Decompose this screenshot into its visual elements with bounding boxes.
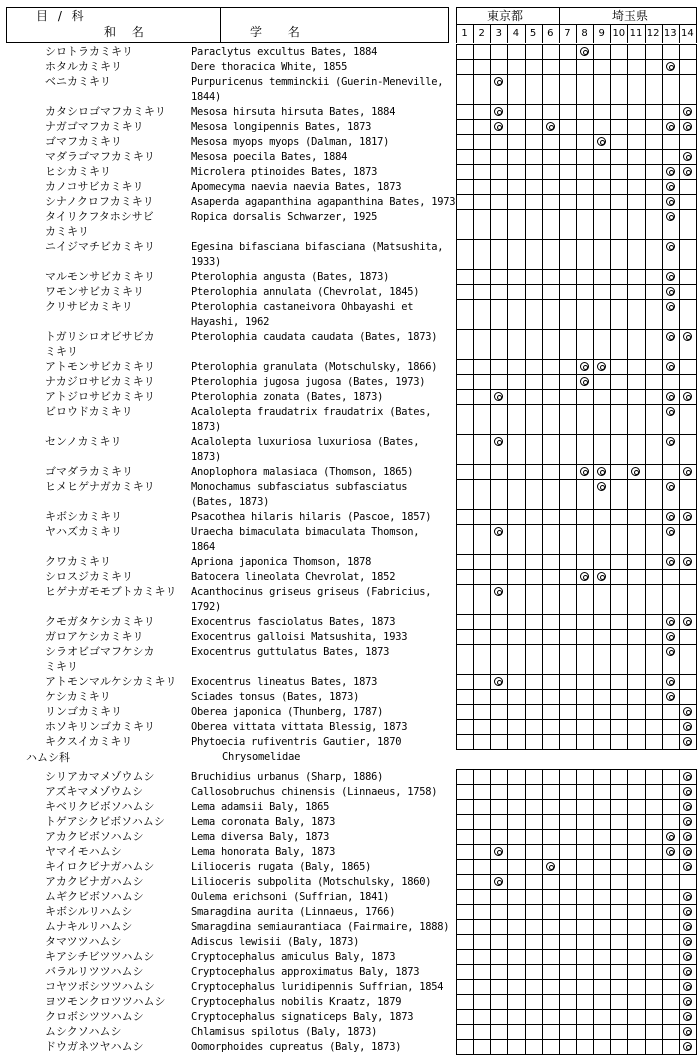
scientific-name: Cryptocephalus nobilis Kraatz, 1879	[191, 996, 402, 1008]
japanese-name: クモガタケシカミキリ	[45, 615, 155, 628]
occurrence-mark-icon	[683, 787, 692, 796]
japanese-name: ホソキリンゴカミキリ	[45, 720, 155, 733]
japanese-name: ヒシカミキリ	[45, 165, 111, 178]
scientific-name: Bruchidius urbanus (Sharp, 1886)	[191, 771, 384, 783]
occurrence-mark-icon	[683, 152, 692, 161]
occurrence-mark-icon	[580, 572, 589, 581]
scientific-name: Monochamus subfasciatus subfasciatus	[191, 481, 408, 493]
occurrence-mark-icon	[683, 847, 692, 856]
occurrence-mark-icon	[683, 937, 692, 946]
occurrence-mark-icon	[666, 182, 675, 191]
column-number: 3	[495, 28, 503, 39]
occurrence-mark-icon	[597, 362, 606, 371]
japanese-name: ケシカミキリ	[45, 690, 111, 703]
occurrence-mark-icon	[580, 377, 589, 386]
grid-col-line	[610, 769, 611, 1054]
occurrence-mark-icon	[494, 392, 503, 401]
scientific-name: Mesosa hirsuta hirsuta Bates, 1884	[191, 106, 396, 118]
occurrence-mark-icon	[666, 302, 675, 311]
occurrence-mark-icon	[683, 952, 692, 961]
japanese-name: アトモンサビカミキリ	[45, 360, 155, 373]
occurrence-mark-icon	[683, 1027, 692, 1036]
scientific-name: Exocentrus galloisi Matsushita, 1933	[191, 631, 408, 643]
scientific-name: Cryptocephalus approximatus Baly, 1873	[191, 966, 420, 978]
grid-col-line	[645, 44, 646, 749]
japanese-name: ヒゲナガモモブトカミキリ	[45, 585, 177, 598]
occurrence-mark-icon	[494, 677, 503, 686]
scientific-name: Pterolophia caudata caudata (Bates, 1873)	[191, 331, 438, 343]
row-line	[456, 749, 697, 750]
grid-col-line	[610, 44, 611, 749]
scientific-name: Oomorphoides cupreatus (Baly, 1873)	[191, 1041, 402, 1053]
japanese-name: タマツツハムシ	[45, 935, 122, 948]
grid-col-line	[507, 769, 508, 1054]
japanese-name: カタシロゴマフカミキリ	[45, 105, 166, 118]
scientific-name: Pterolophia angusta (Bates, 1873)	[191, 271, 390, 283]
japanese-name: マダラゴマフカミキリ	[45, 150, 155, 163]
occurrence-mark-icon	[683, 707, 692, 716]
grid-col-line	[593, 44, 594, 749]
scientific-name: Lilioceris rugata (Baly, 1865)	[191, 861, 372, 873]
scientific-name: Mesosa poecila Bates, 1884	[191, 151, 348, 163]
occurrence-mark-icon	[666, 692, 675, 701]
occurrence-mark-icon	[666, 557, 675, 566]
column-number: 11	[629, 28, 643, 39]
occurrence-mark-icon	[666, 122, 675, 131]
family-header-label: 目 / 科	[36, 9, 84, 23]
column-number: 2	[478, 28, 485, 39]
occurrence-mark-icon	[666, 362, 675, 371]
japanese-name: リンゴカミキリ	[45, 705, 122, 718]
occurrence-mark-icon	[494, 847, 503, 856]
scientific-name: Cryptocephalus luridipennis Suffrian, 1854	[191, 981, 444, 993]
occurrence-mark-icon	[683, 967, 692, 976]
scientific-name: Acalolepta fraudatrix fraudatrix (Bates,	[191, 406, 432, 418]
scientific-name: Exocentrus fasciolatus Bates, 1873	[191, 616, 396, 628]
japanese-name: ベニカミキリ	[45, 75, 111, 88]
japanese-name: クリサビカミキリ	[45, 300, 133, 313]
occurrence-mark-icon	[666, 407, 675, 416]
occurrence-mark-icon	[666, 62, 675, 71]
scientific-name: 1873)	[191, 451, 222, 463]
column-number: 5	[529, 28, 537, 39]
grid-col-line	[679, 769, 680, 1054]
japanese-name: キボシルリハムシ	[45, 905, 133, 918]
scientific-name: Hayashi, 1962	[191, 316, 270, 328]
grid-col-line	[627, 769, 628, 1054]
japanese-name: ミキリ	[45, 660, 78, 673]
japanese-name: ホタルカミキリ	[45, 60, 122, 73]
occurrence-mark-icon	[683, 467, 692, 476]
occurrence-mark-icon	[666, 332, 675, 341]
japanese-name: トガリシロオビサビカ	[45, 330, 155, 343]
scientific-name: Apomecyma naevia naevia Bates, 1873	[191, 181, 402, 193]
tokyo-saitama-divider	[559, 7, 560, 24]
occurrence-mark-icon	[683, 802, 692, 811]
column-number: 9	[598, 28, 605, 39]
grid-col-line	[525, 769, 526, 1054]
occurrence-mark-icon	[683, 892, 692, 901]
scientific-name: Smaragdina aurita (Linnaeus, 1766)	[191, 906, 396, 918]
occurrence-mark-icon	[683, 392, 692, 401]
occurrence-mark-icon	[666, 242, 675, 251]
occurrence-mark-icon	[546, 122, 555, 131]
japanese-name: ヤハズカミキリ	[45, 525, 122, 538]
scientific-name: Pterolophia jugosa jugosa (Bates, 1973)	[191, 376, 426, 388]
japanese-name: ゴマダラカミキリ	[45, 465, 133, 478]
occurrence-mark-icon	[580, 467, 589, 476]
occurrence-mark-icon	[683, 817, 692, 826]
occurrence-mark-icon	[683, 997, 692, 1006]
scientific-name: Cryptocephalus signaticeps Baly, 1873	[191, 1011, 414, 1023]
grid-col-line	[507, 44, 508, 749]
japanese-name-header-label: 和 名	[104, 25, 144, 39]
grid-col-line	[542, 44, 543, 749]
scientific-name: Chlamisus spilotus (Baly, 1873)	[191, 1026, 378, 1038]
occurrence-mark-icon	[666, 392, 675, 401]
scientific-name: Pterolophia annulata (Chevrolat, 1845)	[191, 286, 420, 298]
japanese-name: シロスジカミキリ	[45, 570, 133, 583]
japanese-name: アカクビナガハムシ	[45, 875, 144, 888]
occurrence-mark-icon	[597, 482, 606, 491]
occurrence-mark-icon	[683, 332, 692, 341]
occurrence-mark-icon	[683, 722, 692, 731]
grid-col-line	[576, 769, 577, 1054]
grid-col-line	[627, 44, 628, 749]
column-number: 7	[564, 28, 571, 39]
japanese-name: クワカミキリ	[45, 555, 111, 568]
column-number: 8	[581, 28, 588, 39]
grid-col-line	[490, 44, 491, 749]
japanese-name: クロボシツツハムシ	[45, 1010, 144, 1023]
occurrence-mark-icon	[683, 122, 692, 131]
occurrence-mark-icon	[666, 527, 675, 536]
japanese-name: キアシチビツツハムシ	[45, 950, 155, 963]
japanese-name: ニイジマチビカミキリ	[45, 240, 155, 253]
scientific-name: Callosobruchus chinensis (Linnaeus, 1758)	[191, 786, 438, 798]
column-number: 13	[663, 28, 677, 39]
scientific-name: Microlera ptinoides Bates, 1873	[191, 166, 378, 178]
occurrence-mark-icon	[494, 77, 503, 86]
scientific-name: Pterolophia granulata (Motschulsky, 1866)	[191, 361, 438, 373]
scientific-name: Egesina bifasciana bifasciana (Matsushita,	[191, 241, 444, 253]
column-number: 6	[547, 28, 554, 39]
scientific-name: 1792)	[191, 601, 222, 613]
japanese-name: センノカミキリ	[45, 435, 122, 448]
japanese-name: アトモンマルケシカミキリ	[45, 675, 177, 688]
scientific-name: Lema honorata Baly, 1873	[191, 846, 336, 858]
grid-col-line	[490, 769, 491, 1054]
grid-col-line	[696, 44, 697, 749]
japanese-name: シロトラカミキリ	[45, 45, 133, 58]
scientific-name: Exocentrus lineatus Bates, 1873	[191, 676, 378, 688]
occurrence-mark-icon	[666, 677, 675, 686]
scientific-name: Acalolepta luxuriosa luxuriosa (Bates,	[191, 436, 420, 448]
grid-col-line	[696, 769, 697, 1054]
japanese-name: ガロアケシカミキリ	[45, 630, 144, 643]
scientific-name: Anoplophora malasiaca (Thomson, 1865)	[191, 466, 414, 478]
occurrence-mark-icon	[666, 617, 675, 626]
grid-col-line	[645, 769, 646, 1054]
occurrence-mark-icon	[666, 167, 675, 176]
scientific-name: 1844)	[191, 91, 222, 103]
occurrence-mark-icon	[494, 107, 503, 116]
japanese-name: ナカジロサビカミキリ	[45, 375, 155, 388]
japanese-name: ドウガネツヤハムシ	[45, 1040, 144, 1053]
occurrence-mark-icon	[494, 877, 503, 886]
occurrence-mark-icon	[494, 437, 503, 446]
scientific-name: Psacothea hilaris hilaris (Pascoe, 1857)	[191, 511, 432, 523]
japanese-name: キイロクビナガハムシ	[45, 860, 155, 873]
japanese-name: トゲアシクビボソハムシ	[45, 815, 165, 828]
occurrence-mark-icon	[666, 212, 675, 221]
occurrence-mark-icon	[666, 632, 675, 641]
occurrence-mark-icon	[683, 1012, 692, 1021]
scientific-name: Batocera lineolata Chevrolat, 1852	[191, 571, 396, 583]
japanese-name: ビロウドカミキリ	[45, 405, 133, 418]
occurrence-mark-icon	[683, 617, 692, 626]
japanese-name: アズキマメゾウムシ	[45, 785, 144, 798]
occurrence-mark-icon	[580, 47, 589, 56]
scientific-name: 1873)	[191, 421, 222, 433]
occurrence-mark-icon	[683, 512, 692, 521]
japanese-name: ムシクソハムシ	[45, 1025, 122, 1038]
occurrence-mark-icon	[683, 982, 692, 991]
japanese-name: ワモンサビカミキリ	[45, 285, 144, 298]
scientific-name: Smaragdina semiaurantiaca (Fairmaire, 1888)	[191, 921, 450, 933]
occurrence-mark-icon	[546, 862, 555, 871]
japanese-name: タイリクフタホシサビ	[45, 210, 154, 223]
occurrence-mark-icon	[494, 587, 503, 596]
japanese-name: アカクビボソハムシ	[45, 830, 144, 843]
occurrence-mark-icon	[683, 557, 692, 566]
scientific-name: Adiscus lewisii (Baly, 1873)	[191, 936, 360, 948]
column-number: 12	[646, 28, 660, 39]
scientific-name: Apriona japonica Thomson, 1878	[191, 556, 372, 568]
japanese-name: ゴマフカミキリ	[45, 135, 122, 148]
column-number: 4	[512, 28, 520, 39]
occurrence-mark-icon	[597, 137, 606, 146]
grid-col-line	[473, 769, 474, 1054]
occurrence-mark-icon	[580, 362, 589, 371]
scientific-name: Oulema erichsoni (Suffrian, 1841)	[191, 891, 390, 903]
scientific-name: Uraecha bimaculata bimaculata Thomson,	[191, 526, 420, 538]
grid-col-line	[456, 44, 457, 749]
scientific-name: Pterolophia castaneivora Ohbayashi et	[191, 301, 414, 313]
grid-col-line	[559, 769, 560, 1054]
scientific-name: Oberea japonica (Thunberg, 1787)	[191, 706, 384, 718]
occurrence-mark-icon	[666, 287, 675, 296]
saitama-header-label: 埼玉県	[612, 9, 649, 23]
japanese-name: ムギクビボソハムシ	[45, 890, 144, 903]
grid-col-line	[456, 769, 457, 1054]
occurrence-mark-icon	[666, 832, 675, 841]
scientific-name: Sciades tonsus (Bates, 1873)	[191, 691, 360, 703]
occurrence-mark-icon	[666, 647, 675, 656]
japanese-name: キクスイカミキリ	[45, 735, 133, 748]
scientific-name: Phytoecia rufiventris Gautier, 1870	[191, 736, 402, 748]
scientific-name: Mesosa longipennis Bates, 1873	[191, 121, 372, 133]
grid-right-edge	[696, 7, 697, 43]
scientific-name-header-label: 学 名	[250, 25, 300, 39]
scientific-name: Lilioceris subpolita (Motschulsky, 1860)	[191, 876, 432, 888]
scientific-name: Acanthocinus griseus griseus (Fabricius,	[191, 586, 432, 598]
grid-col-line	[542, 769, 543, 1054]
scientific-name: Exocentrus guttulatus Bates, 1873	[191, 646, 390, 658]
scientific-name: Lema diversa Baly, 1873	[191, 831, 330, 843]
occurrence-mark-icon	[494, 527, 503, 536]
grid-col-line	[662, 44, 663, 749]
japanese-name: カノコサビカミキリ	[45, 180, 144, 193]
scientific-name: (Bates, 1873)	[191, 496, 270, 508]
japanese-name: シリアカマメゾウムシ	[45, 770, 155, 783]
occurrence-mark-icon	[597, 572, 606, 581]
scientific-name: Asaperda agapanthina agapanthina Bates, 1973	[191, 196, 456, 208]
family-scientific-name: Chrysomelidae	[222, 751, 301, 763]
grid-col-line	[679, 44, 680, 749]
occurrence-mark-icon	[683, 1042, 692, 1051]
column-number: 14	[681, 28, 694, 39]
occurrence-mark-icon	[683, 907, 692, 916]
scientific-name: Oberea vittata vittata Blessig, 1873	[191, 721, 408, 733]
grid-col-line	[662, 769, 663, 1054]
occurrence-mark-icon	[666, 482, 675, 491]
occurrence-mark-icon	[683, 167, 692, 176]
japanese-name: ムナキルリハムシ	[45, 920, 133, 933]
japanese-name: キボシカミキリ	[45, 510, 122, 523]
scientific-name: 1864	[191, 541, 216, 553]
japanese-name: シナノクロフカミキリ	[45, 195, 154, 208]
japanese-name: シラオビゴマフケシカ	[45, 645, 155, 658]
family-heading: ハムシ科	[26, 751, 70, 764]
occurrence-mark-icon	[597, 467, 606, 476]
occurrence-mark-icon	[666, 272, 675, 281]
column-number: 1	[461, 28, 468, 39]
japanese-name: ヨツモンクロツツハムシ	[45, 995, 166, 1008]
occurrence-mark-icon	[494, 122, 503, 131]
column-number: 10	[612, 28, 626, 39]
scientific-name: Cryptocephalus amiculus Baly, 1873	[191, 951, 396, 963]
japanese-name: キベリクビボソハムシ	[45, 800, 155, 813]
japanese-name: カミキリ	[45, 225, 89, 238]
scientific-name: 1933)	[191, 256, 222, 268]
scientific-name: Lema coronata Baly, 1873	[191, 816, 336, 828]
grid-col-line	[559, 44, 560, 749]
scientific-name: Paraclytus excultus Bates, 1884	[191, 46, 378, 58]
japanese-name: ナガゴマフカミキリ	[45, 120, 144, 133]
scientific-name: Lema adamsii Baly, 1865	[191, 801, 330, 813]
occurrence-mark-icon	[683, 772, 692, 781]
occurrence-mark-icon	[666, 437, 675, 446]
scientific-name: Dere thoracica White, 1855	[191, 61, 348, 73]
scientific-name: Pterolophia zonata (Bates, 1873)	[191, 391, 384, 403]
occurrence-mark-icon	[666, 847, 675, 856]
scientific-name: Mesosa myops myops (Dalman, 1817)	[191, 136, 390, 148]
grid-col-line	[473, 44, 474, 749]
occurrence-mark-icon	[683, 107, 692, 116]
japanese-name: コヤツボシツツハムシ	[45, 980, 155, 993]
grid-col-line	[593, 769, 594, 1054]
grid-col-line	[576, 44, 577, 749]
occurrence-mark-icon	[683, 737, 692, 746]
tokyo-header-label: 東京都	[487, 9, 524, 23]
japanese-name: ヒメヒゲナガカミキリ	[45, 480, 155, 493]
scientific-name: Ropica dorsalis Schwarzer, 1925	[191, 211, 378, 223]
japanese-name: アトジロサビカミキリ	[45, 390, 155, 403]
occurrence-mark-icon	[683, 832, 692, 841]
occurrence-mark-icon	[666, 197, 675, 206]
scientific-name: Purpuricenus temminckii (Guerin-Meneville,	[191, 76, 444, 88]
header-divider	[220, 7, 221, 43]
japanese-name: ヤマイモハムシ	[45, 845, 122, 858]
japanese-name: マルモンサビカミキリ	[45, 270, 155, 283]
occurrence-mark-icon	[683, 922, 692, 931]
occurrence-mark-icon	[683, 862, 692, 871]
grid-header-top	[456, 7, 697, 8]
grid-col-line	[525, 44, 526, 749]
japanese-name: バラルリツツハムシ	[45, 965, 144, 978]
occurrence-mark-icon	[666, 512, 675, 521]
japanese-name: ミキリ	[45, 345, 78, 358]
occurrence-mark-icon	[631, 467, 640, 476]
